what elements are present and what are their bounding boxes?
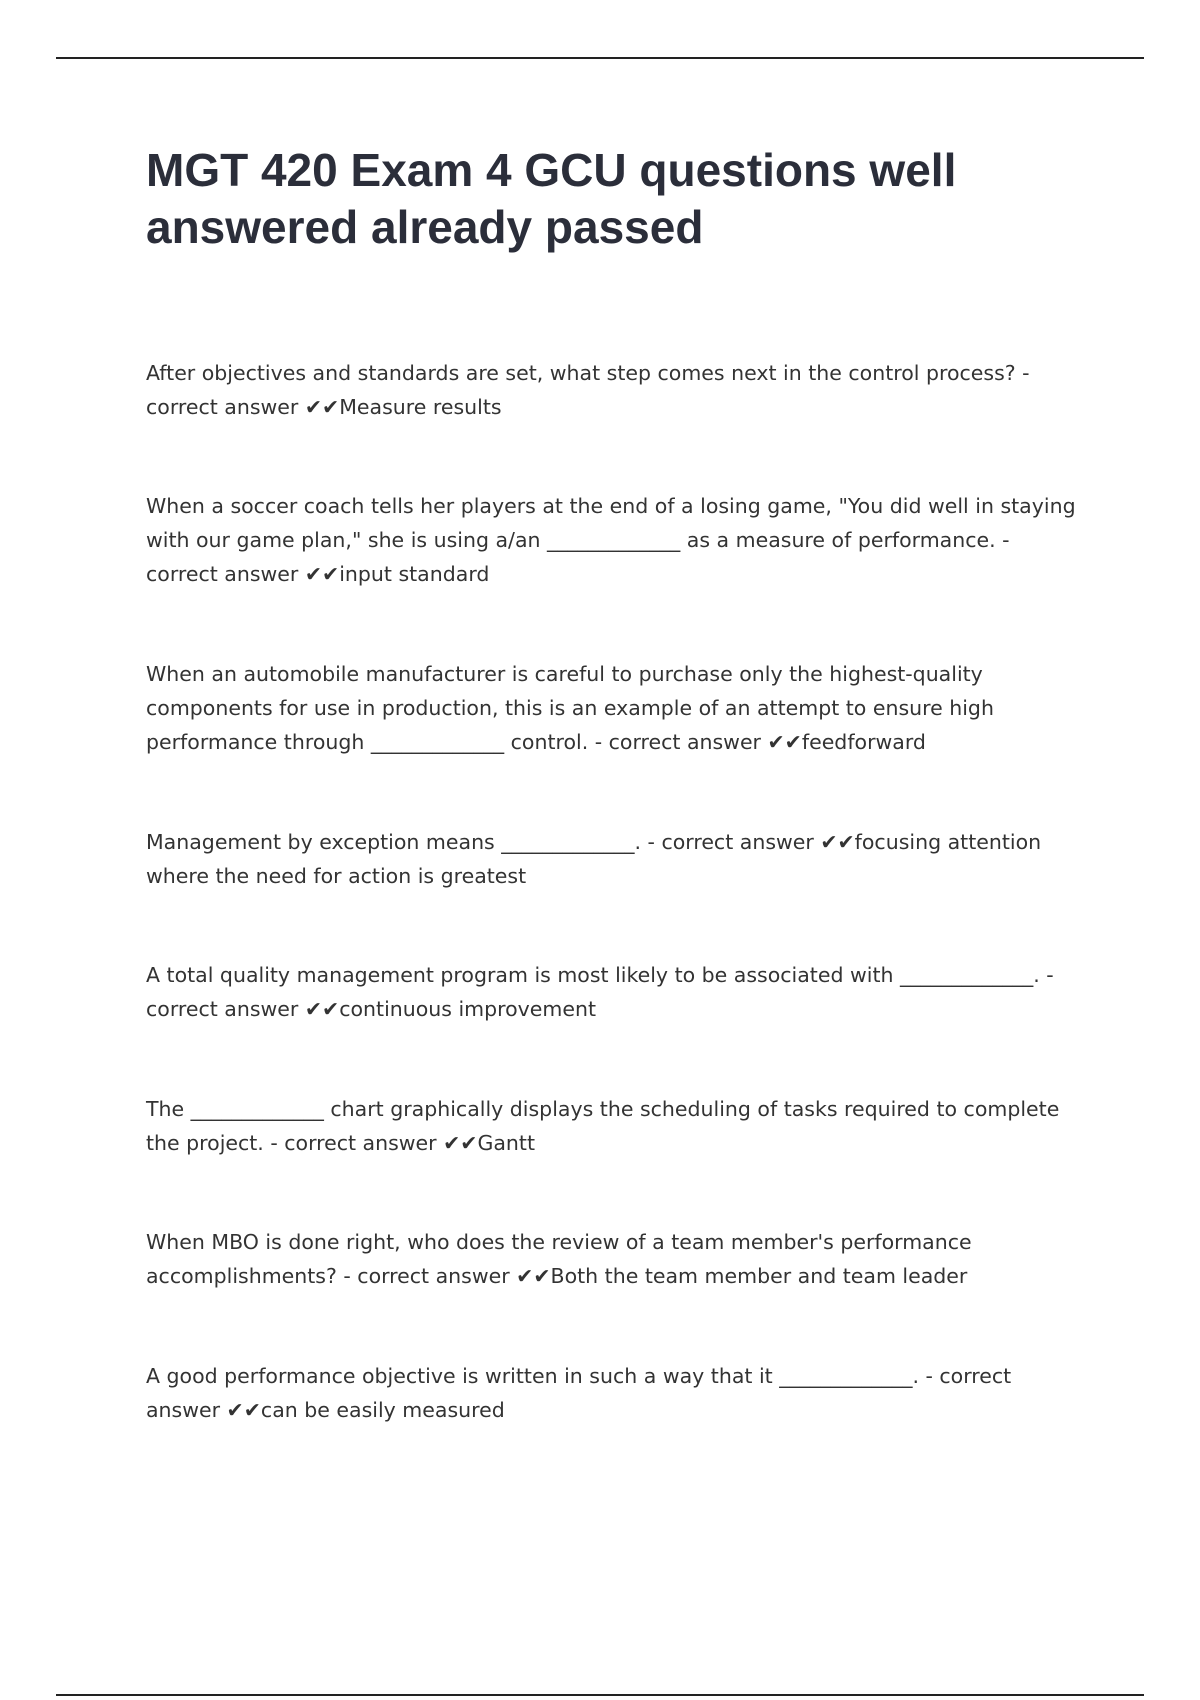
qa-item-8	[146, 1359, 1086, 1427]
answer-separator: - correct answer ✔✔	[336, 1264, 551, 1288]
document-title: MGT 420 Exam 4 GCU questions well answered already passed	[146, 144, 957, 253]
answer-separator: - correct answer ✔✔	[263, 1131, 478, 1155]
qa-item-6	[146, 1092, 1086, 1160]
question-text: The _____________ chart graphically displays the scheduling of tasks required to complete the project.	[146, 1097, 1060, 1155]
answer-text: feedforward	[801, 730, 926, 754]
answer-text: Gantt	[477, 1131, 535, 1155]
answer-separator: - correct answer ✔✔	[146, 528, 1010, 586]
question-text: A good performance objective is written in such a way that it _____________.	[146, 1364, 919, 1388]
answer-separator: - correct answer ✔✔	[146, 361, 1030, 419]
answer-text: can be easily measured	[260, 1398, 505, 1422]
qa-item-7	[146, 1225, 1086, 1293]
answer-separator: - correct answer ✔✔	[146, 963, 1054, 1021]
question-text: After objectives and standards are set, what step comes next in the control process?	[146, 361, 1016, 385]
answer-separator: - correct answer ✔✔	[146, 1364, 1012, 1422]
question-text: When MBO is done right, who does the review of a team member's performance accomplishments?	[146, 1230, 972, 1288]
answer-text: focusing attention where the need for action is greatest	[146, 830, 1042, 888]
qa-item-1	[146, 356, 1086, 424]
question-text: A total quality management program is most likely to be associated with _____________.	[146, 963, 1040, 987]
question-text: Management by exception means _____________.	[146, 830, 642, 854]
qa-item-5	[146, 958, 1086, 1026]
answer-text: Measure results	[339, 395, 502, 419]
answer-text: continuous improvement	[339, 997, 597, 1021]
top-divider	[56, 57, 1144, 59]
qa-item-3	[146, 657, 1086, 759]
qa-item-4	[146, 825, 1086, 893]
answer-text: Both the team member and team leader	[550, 1264, 968, 1288]
answer-separator: - correct answer ✔✔	[641, 830, 855, 854]
qa-item-2	[146, 489, 1086, 591]
answer-text: input standard	[339, 562, 490, 586]
answer-separator: - correct answer ✔✔	[588, 730, 802, 754]
bottom-divider	[56, 1694, 1144, 1696]
question-text: When an automobile manufacturer is careful to purchase only the highest-quality components for use in production, this is an example of an attempt to ensure high performance through _____________ control.	[146, 662, 994, 754]
question-text: When a soccer coach tells her players at the end of a losing game, "You did well in staying with our game plan," she is using a/an _____________ as a measure of performance.	[146, 494, 1076, 552]
